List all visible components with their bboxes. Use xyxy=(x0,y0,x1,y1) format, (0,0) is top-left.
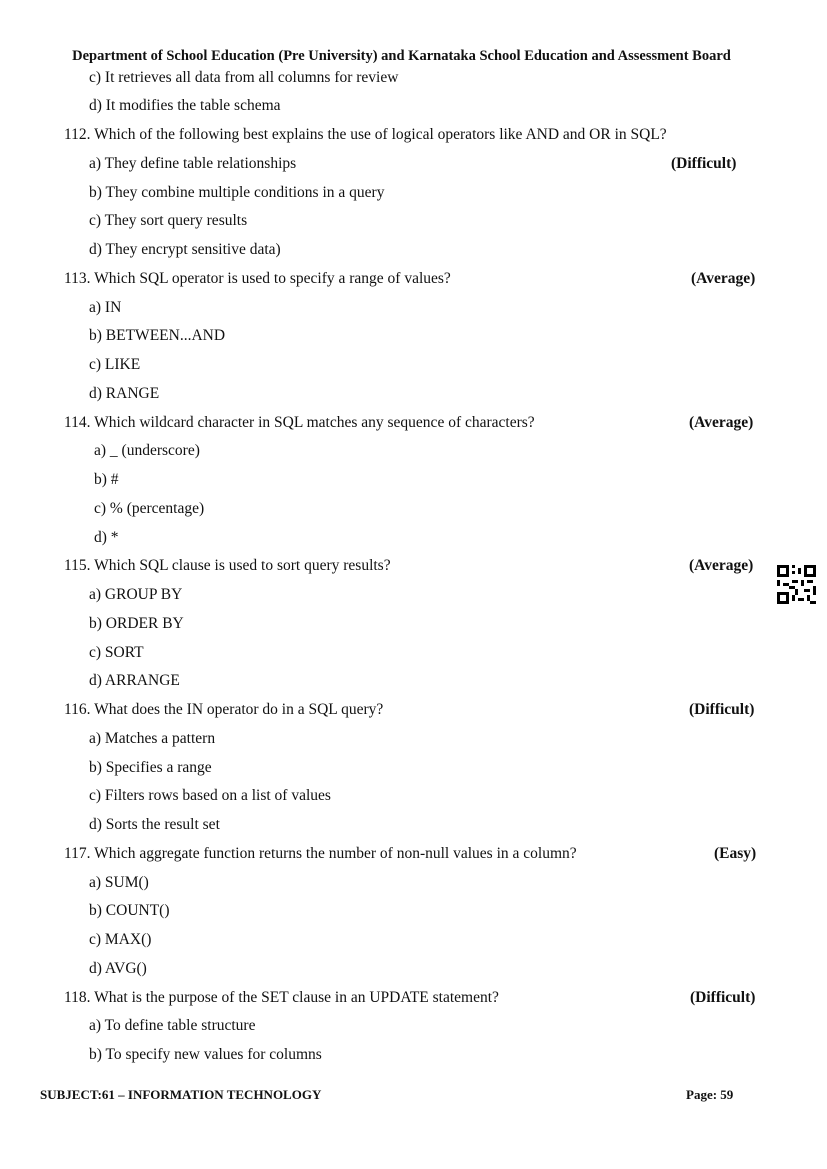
page-header: Department of School Education (Pre University) and Karnataka School Education and Assessment Board xyxy=(72,48,731,64)
option-text: c) LIKE xyxy=(89,356,141,373)
difficulty-label: (Average) xyxy=(689,557,754,574)
option-text: a) GROUP BY xyxy=(89,586,183,603)
question-text: 117. Which aggregate function returns the number of non-null values in a column? xyxy=(64,845,577,862)
option-text: c) MAX() xyxy=(89,931,152,948)
option-text: d) ARRANGE xyxy=(89,672,180,689)
option-text: c) SORT xyxy=(89,644,144,661)
option-text: b) # xyxy=(94,471,119,488)
option-text: b) They combine multiple conditions in a query xyxy=(89,184,385,201)
question-text: 113. Which SQL operator is used to specify a range of values? xyxy=(64,270,451,287)
qr-code-icon xyxy=(777,565,816,604)
difficulty-label: (Difficult) xyxy=(671,155,737,172)
option-text: b) To specify new values for columns xyxy=(89,1046,322,1063)
option-text: d) * xyxy=(94,529,119,546)
option-text: d) It modifies the table schema xyxy=(89,97,281,114)
option-text: a) To define table structure xyxy=(89,1017,256,1034)
option-text: c) It retrieves all data from all columns for review xyxy=(89,69,399,86)
question-text: 115. Which SQL clause is used to sort query results? xyxy=(64,557,391,574)
option-text: a) IN xyxy=(89,299,122,316)
difficulty-label: (Difficult) xyxy=(690,989,756,1006)
difficulty-label: (Average) xyxy=(689,414,754,431)
option-text: b) BETWEEN...AND xyxy=(89,327,226,344)
difficulty-label: (Easy) xyxy=(714,845,757,862)
option-text: a) _ (underscore) xyxy=(94,442,200,459)
option-text: a) They define table relationships xyxy=(89,155,297,172)
option-text: b) ORDER BY xyxy=(89,615,184,632)
option-text: c) Filters rows based on a list of values xyxy=(89,787,331,804)
option-text: c) They sort query results xyxy=(89,212,248,229)
question-text: 114. Which wildcard character in SQL matches any sequence of characters? xyxy=(64,414,535,431)
option-text: d) Sorts the result set xyxy=(89,816,220,833)
option-text: c) % (percentage) xyxy=(94,500,205,517)
option-text: d) RANGE xyxy=(89,385,160,402)
footer-page-number: Page: 59 xyxy=(686,1087,734,1102)
footer-subject: SUBJECT:61 – INFORMATION TECHNOLOGY xyxy=(40,1087,322,1102)
option-text: d) They encrypt sensitive data) xyxy=(89,241,281,258)
option-text: a) SUM() xyxy=(89,874,149,891)
question-text: 118. What is the purpose of the SET clause in an UPDATE statement? xyxy=(64,989,499,1006)
question-text: 112. Which of the following best explains the use of logical operators like AND and OR in SQL? xyxy=(64,126,667,143)
difficulty-label: (Average) xyxy=(691,270,756,287)
option-text: b) Specifies a range xyxy=(89,759,212,776)
question-text: 116. What does the IN operator do in a SQL query? xyxy=(64,701,384,718)
difficulty-label: (Difficult) xyxy=(689,701,755,718)
option-text: b) COUNT() xyxy=(89,902,170,919)
option-text: d) AVG() xyxy=(89,960,147,977)
option-text: a) Matches a pattern xyxy=(89,730,216,747)
